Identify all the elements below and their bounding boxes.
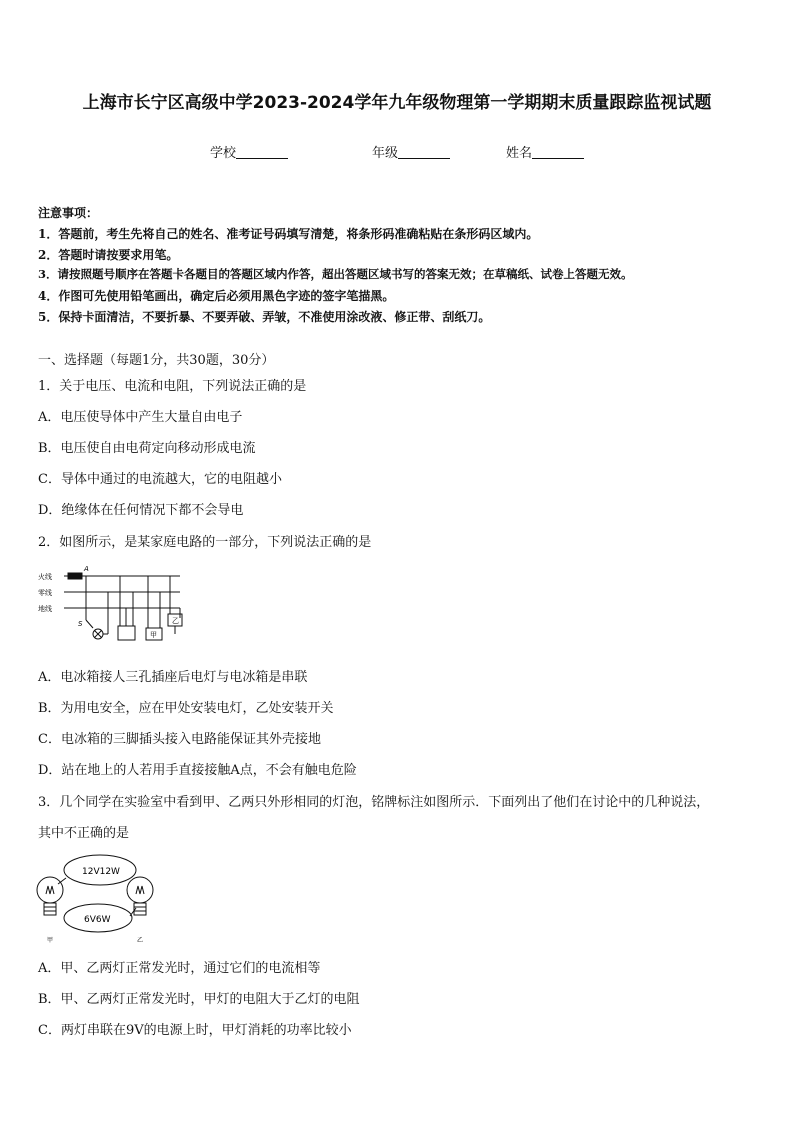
bubble-top-label: 12V12W [82, 867, 120, 877]
school-blank[interactable] [236, 146, 288, 159]
school-field [210, 142, 288, 161]
notice-item: 2．答题时请按要求用笔。 [38, 248, 179, 262]
option[interactable]: D．站在地上的人若用手直接接触A点，不会有触电危险 [38, 763, 357, 778]
question-stem-continued: 其中不正确的是 [38, 826, 130, 841]
live-wire-label: 火线 [38, 573, 52, 581]
notice-item: 3．请按照题号顺序在答题卡各题目的答题区域内作答，超出答题区域书写的答案无效；在草稿纸、试卷上答题无效。 [38, 267, 633, 281]
box-b-label: 乙 [172, 617, 179, 625]
option[interactable]: C．两灯串联在9V的电源上时，甲灯消耗的功率比较小 [38, 1023, 352, 1038]
option[interactable]: A．电压使导体中产生大量自由电子 [38, 410, 243, 425]
household-circuit-figure [38, 562, 190, 648]
option[interactable]: D．绝缘体在任何情况下都不会导电 [38, 503, 244, 518]
grade-blank[interactable] [398, 146, 450, 159]
question-stem: 2．如图所示，是某家庭电路的一部分，下列说法正确的是 [38, 535, 372, 550]
bulbs-figure [36, 850, 160, 946]
option[interactable]: B．电压使自由电荷定向移动形成电流 [38, 441, 256, 456]
name-label: 姓名 [506, 146, 533, 161]
option[interactable]: A．电冰箱接人三孔插座后电灯与电冰箱是串联 [38, 670, 308, 685]
box-a-label: 甲 [150, 631, 157, 639]
bubble-bottom-label: 6V6W [84, 915, 111, 925]
bulb-a-label: 甲 [47, 937, 54, 944]
switch-label: S [78, 620, 83, 628]
grade-label: 年级 [372, 146, 399, 161]
point-a-label: A [84, 565, 89, 573]
school-label: 学校 [210, 146, 237, 161]
notice-item: 5．保持卡面清洁，不要折暴、不要弄破、弄皱，不准使用涂改液、修正带、刮纸刀。 [38, 310, 491, 324]
question-stem: 3．几个同学在实验室中看到甲、乙两只外形相同的灯泡，铭牌标注如图所示．下面列出了他们在讨论中的几种说法， [38, 795, 710, 810]
exam-title: 上海市长宁区高级中学2023-2024学年九年级物理第一学期期末质量跟踪监视试题 [82, 93, 712, 113]
option[interactable]: C．电冰箱的三脚插头接入电路能保证其外壳接地 [38, 732, 321, 747]
option[interactable]: B．为用电安全，应在甲处安装电灯，乙处安装开关 [38, 701, 334, 716]
notice-item: 1．答题前，考生先将自己的姓名、准考证号码填写清楚，将条形码准确粘贴在条形码区域内。 [38, 227, 539, 241]
grade-field [372, 142, 450, 161]
section-title: 一、选择题（每题1分，共30题，30分） [38, 353, 275, 368]
question-stem: 1．关于电压、电流和电阻，下列说法正确的是 [38, 379, 307, 394]
ground-wire-label: 地线 [38, 605, 52, 613]
option[interactable]: B．甲、乙两灯正常发光时，甲灯的电阻大于乙灯的电阻 [38, 992, 360, 1007]
name-blank[interactable] [532, 146, 584, 159]
option[interactable]: C．导体中通过的电流越大，它的电阻越小 [38, 472, 282, 487]
bulb-b-label: 乙 [137, 937, 144, 944]
notice-item: 4．作图可先使用铅笔画出，确定后必须用黑色字迹的签字笔描黑。 [38, 289, 395, 303]
neutral-wire-label: 零线 [38, 589, 52, 597]
option[interactable]: A．甲、乙两灯正常发光时，通过它们的电流相等 [38, 961, 321, 976]
notice-heading: 注意事项： [38, 206, 99, 220]
name-field [506, 142, 584, 161]
